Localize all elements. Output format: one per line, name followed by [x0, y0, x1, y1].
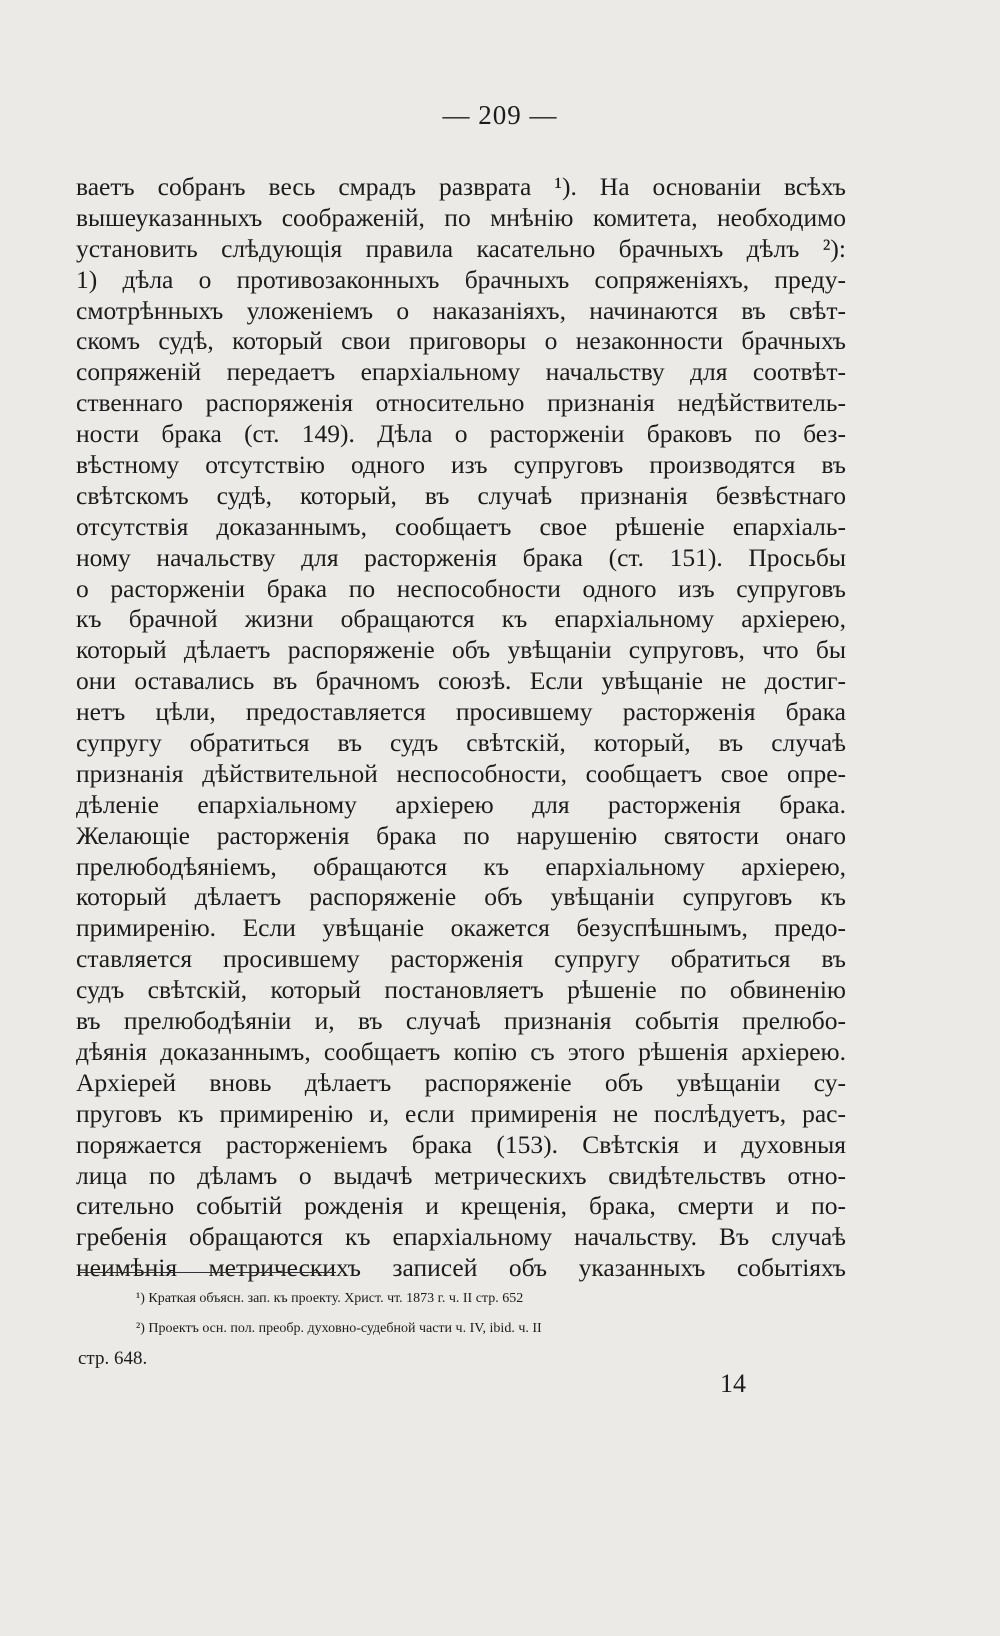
text-line: дѣянія доказаннымъ, сообщаетъ копію съ этого рѣшенія архіерею.: [76, 1036, 846, 1066]
text-line: Архіерей вновь дѣлаетъ распоряженіе объ увѣщаніи су-: [76, 1067, 846, 1097]
footnote-2: ²) Проектъ осн. пол. преобр. духовно-судебной части ч. IV, ibid. ч. II: [136, 1321, 542, 1336]
text-line: поряжается расторженіемъ брака (153). Свѣтскія и духовныя: [76, 1129, 846, 1159]
text-line: ственнаго распоряженія относительно признанія недѣйствитель-: [76, 388, 846, 418]
text-line: пруговъ къ примиренію и, если примиренія не послѣдуетъ, рас-: [76, 1098, 846, 1128]
text-line: дѣленіе епархіальному архіерею для расторженія брака.: [76, 789, 846, 819]
footnote-divider: [78, 1272, 336, 1273]
text-line: сительно событій рожденія и крещенія, брака, смерти и по-: [76, 1191, 846, 1221]
text-line: лица по дѣламъ о выдачѣ метрическихъ свидѣтельствъ отно-: [76, 1160, 846, 1190]
text-line: Желающіе расторженія брака по нарушенію святости онаго: [76, 820, 846, 850]
text-line: примиренію. Если увѣщаніе окажется безуспѣшнымъ, предо-: [76, 913, 846, 943]
text-line: супругу обратиться въ судъ свѣтскій, который, въ случаѣ: [76, 728, 846, 758]
text-line: смотрѣнныхъ уложеніемъ о наказаніяхъ, начинаются въ свѣт-: [76, 295, 846, 325]
text-line: неимѣнія метрическихъ записей объ указанныхъ событіяхъ: [76, 1253, 846, 1283]
text-line: гребенія обращаются къ епархіальному начальству. Въ случаѣ: [76, 1222, 846, 1252]
text-line: вѣстному отсутствію одного изъ супруговъ производятся въ: [76, 450, 846, 480]
text-line: нетъ цѣли, предоставляется просившему расторженія брака: [76, 697, 846, 727]
page-number: — 209 —: [442, 100, 558, 130]
text-line: прелюбодѣяніемъ, обращаются къ епархіальному архіерею,: [76, 851, 846, 881]
text-line: къ брачной жизни обращаются къ епархіальному архіерею,: [76, 604, 846, 634]
footnote-2-continuation: стр. 648.: [78, 1348, 148, 1369]
text-line: они оставались въ брачномъ союзѣ. Если увѣщаніе не достиг-: [76, 666, 846, 696]
text-line: установить слѣдующія правила касательно брачныхъ дѣлъ ²):: [76, 233, 846, 263]
text-line: который дѣлаетъ распоряженіе объ увѣщаніи супруговъ, что бы: [76, 635, 846, 665]
text-line: о расторженіи брака по неспособности одного изъ супруговъ: [76, 573, 846, 603]
text-line: свѣтскомъ судѣ, который, въ случаѣ признанія безвѣстнаго: [76, 480, 846, 510]
footnotes: [78, 1284, 848, 1374]
text-line: судъ свѣтскій, который постановляетъ рѣшеніе по обвиненію: [76, 975, 846, 1005]
text-line: сопряженій передаетъ епархіальному начальству для соотвѣт-: [76, 357, 846, 387]
text-line: отсутствія доказаннымъ, сообщаетъ свое рѣшеніе епархіаль-: [76, 511, 846, 541]
text-line: ваетъ собранъ весь смрадъ разврата ¹). На основаніи всѣхъ: [76, 172, 846, 201]
text-line: въ прелюбодѣяніи и, въ случаѣ признанія событія прелюбо-: [76, 1006, 846, 1036]
footnote-1: ¹) Краткая объясн. зап. къ проекту. Христ. чт. 1873 г. ч. II стр. 652: [136, 1291, 524, 1306]
text-line: скомъ судѣ, который свои приговоры о незаконности брачныхъ: [76, 326, 846, 356]
text-line: признанія дѣйствительной неспособности, сообщаетъ свое опре-: [76, 758, 846, 788]
text-line: ному начальству для расторженія брака (ст. 151). Просьбы: [76, 542, 846, 572]
main-text: [76, 172, 846, 1284]
printer-signature-mark: 14: [720, 1369, 746, 1398]
text-line: который дѣлаетъ распоряженіе объ увѣщаніи супруговъ къ: [76, 882, 846, 912]
text-line: 1) дѣла о противозаконныхъ брачныхъ сопряженіяхъ, преду-: [76, 264, 846, 294]
text-line: вышеуказанныхъ соображеній, по мнѣнію комитета, необходимо: [76, 202, 846, 232]
text-line: ности брака (ст. 149). Дѣла о расторженіи браковъ по без-: [76, 419, 846, 449]
text-line: ставляется просившему расторженія супругу обратиться въ: [76, 944, 846, 974]
